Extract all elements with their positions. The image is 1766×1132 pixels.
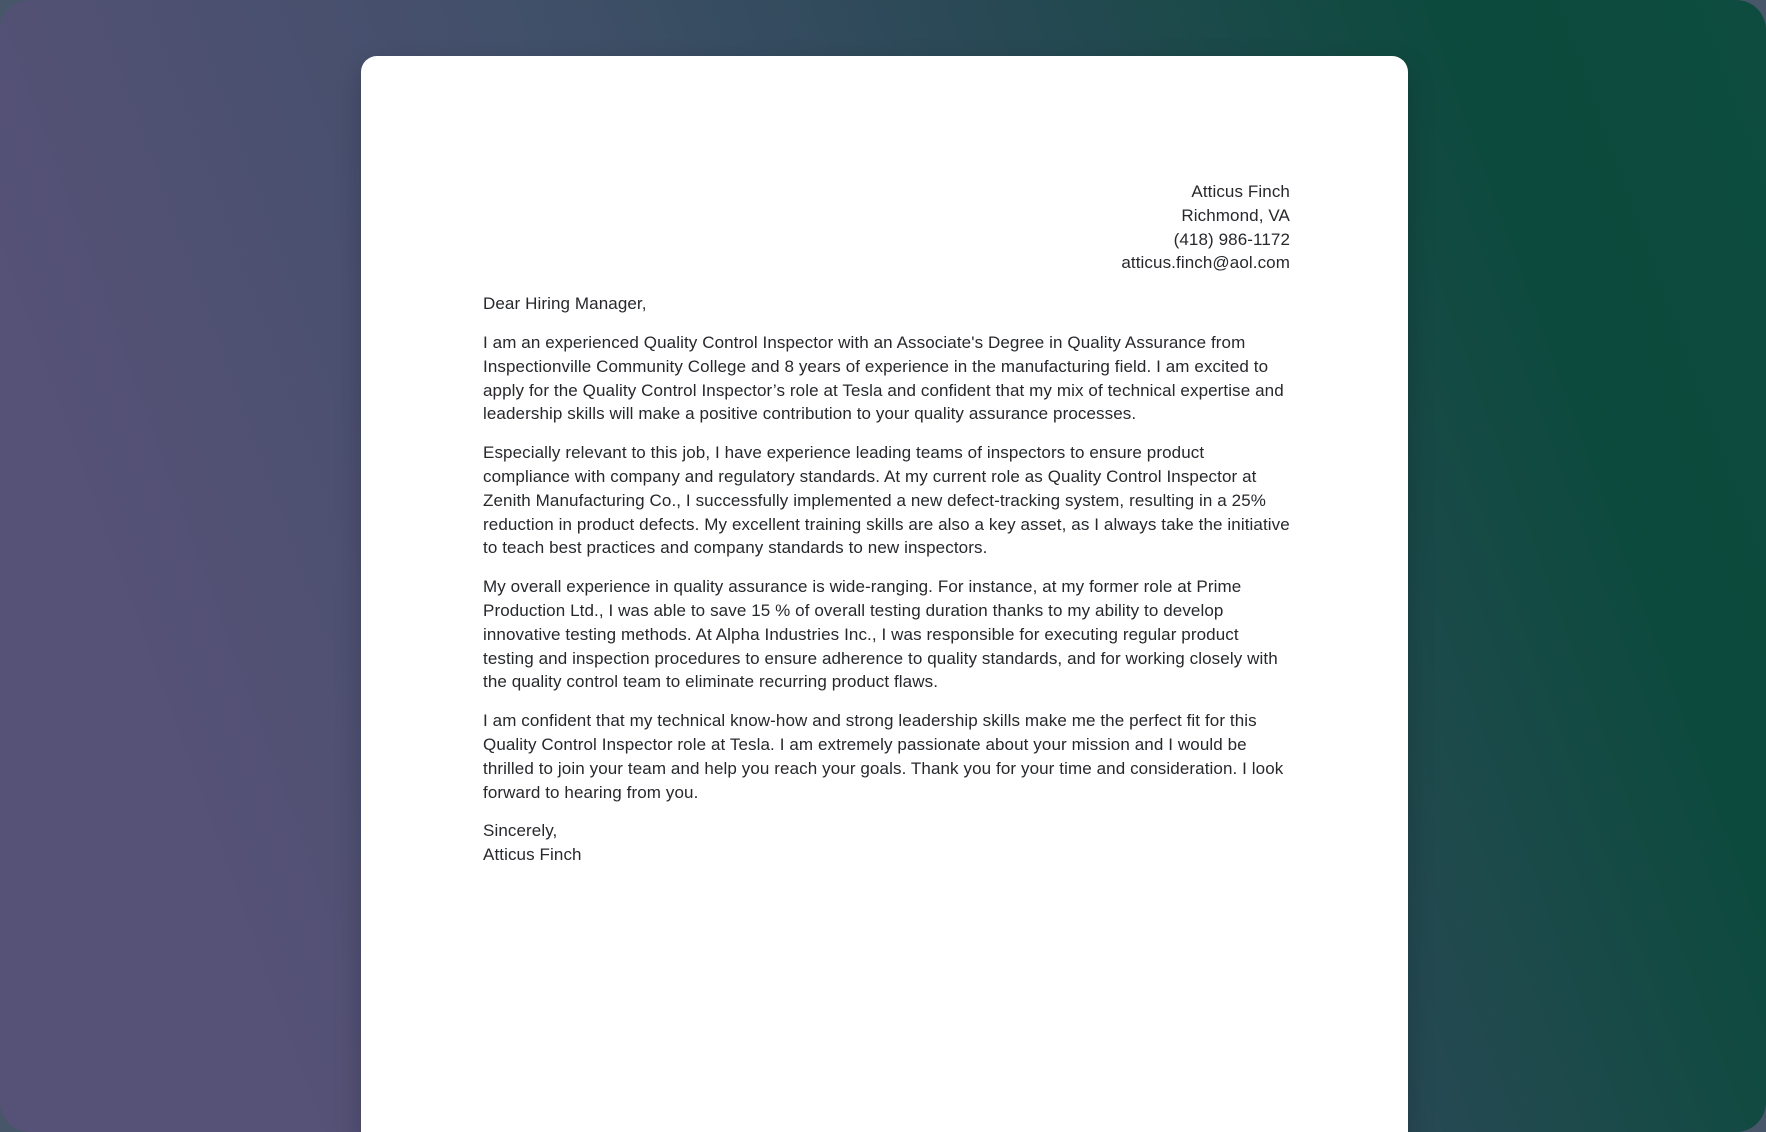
sender-location: Richmond, VA xyxy=(1181,205,1290,225)
sender-name: Atticus Finch xyxy=(1191,182,1290,201)
letter-body xyxy=(361,56,1408,867)
signoff-block xyxy=(483,819,1290,867)
paragraph-introduction: I am an experienced Quality Control Inspector with an Associate's Degree in Quality Assurance from Inspectionville Community College and 8 years of experience in the manufacturing field. I am excited to apply for the Quality Control Inspector’s role at Tesla and confident that my mix of technical expertise and leadership skills will make a positive contribution to your quality assurance processes. xyxy=(483,332,1284,424)
sender-email: atticus.finch@aol.com xyxy=(1121,253,1290,273)
closing-word: Sincerely, xyxy=(483,821,558,841)
sender-contact-block xyxy=(483,180,1290,275)
cover-letter-page xyxy=(361,56,1408,1132)
sender-phone: (418) 986-1172 xyxy=(1173,229,1290,249)
paragraph-closing: I am confident that my technical know-how and strong leadership skills make me the perfect fit for this Quality Control Inspector role at Tesla. I am extremely passionate about your mission and I would be thrilled to join your team and help you reach your goals. Thank you for your time and consideration. I look forward to hearing from you. xyxy=(483,711,1284,802)
signature-name: Atticus Finch xyxy=(483,845,582,865)
paragraph-past-experience: My overall experience in quality assurance is wide-ranging. For instance, at my former role at Prime Production Ltd., I was able to save 15 % of overall testing duration thanks to my ability to develop innovative testing methods. At Alpha Industries Inc., I was responsible for executing regular product testing and inspection procedures to ensure adherence to quality standards, and for working closely with the quality control team to eliminate recurring product flaws. xyxy=(483,577,1278,692)
paragraph-current-role: Especially relevant to this job, I have experience leading teams of inspectors to ensure product compliance with company and regulatory standards. At my current role as Quality Control Inspector at Zenith Manufacturing Co., I successfully implemented a new defect-tracking system, resulting in a 25% reduction in product defects. My excellent training skills are also a key asset, as I always take the initiative to teach best practices and company standards to new inspectors. xyxy=(483,443,1290,558)
salutation: Dear Hiring Manager, xyxy=(483,294,647,314)
